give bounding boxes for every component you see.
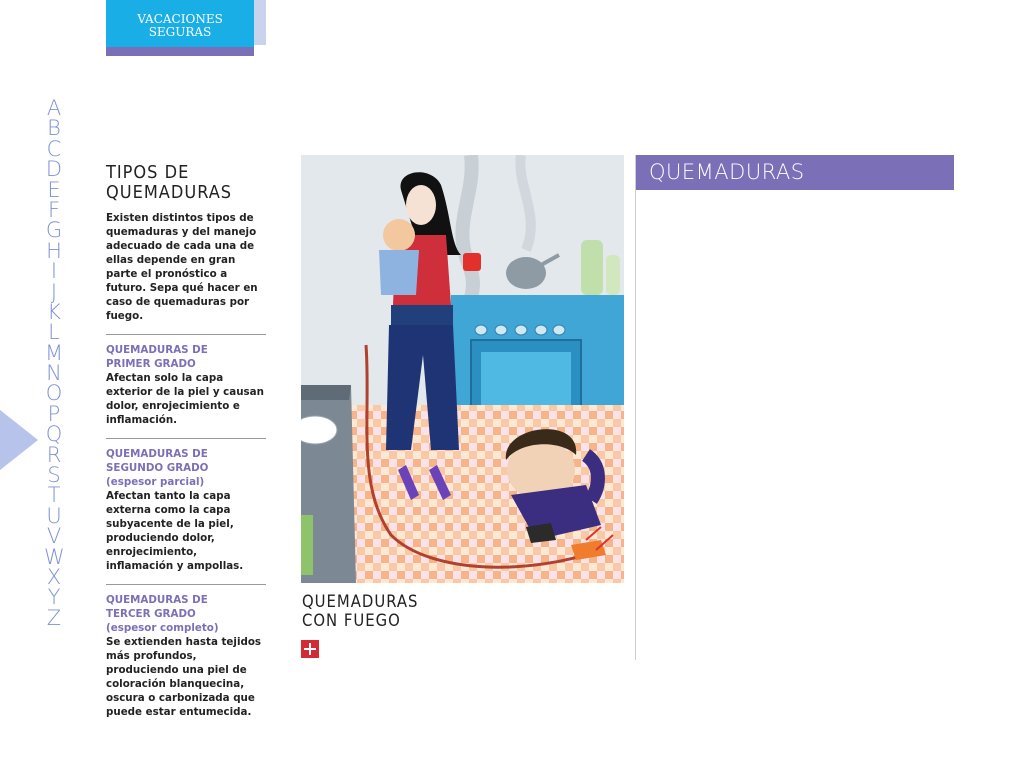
- tab-label-line1: VACACIONES: [137, 12, 223, 26]
- alphabet-letter-e[interactable]: E: [47, 177, 61, 202]
- section-second-degree: [106, 447, 266, 573]
- illustration-caption: [302, 592, 418, 630]
- alphabet-letter-h[interactable]: H: [46, 238, 62, 263]
- alphabet-letter-k[interactable]: K: [47, 299, 61, 324]
- alphabet-letter-y[interactable]: Y: [47, 585, 61, 610]
- alphabet-letter-j[interactable]: J: [50, 279, 58, 304]
- kitchen-scene-image: [301, 155, 624, 583]
- panel-title: QUEMADURAS: [636, 155, 954, 190]
- tab-shadow: [253, 0, 266, 45]
- alphabet-letter-n[interactable]: N: [46, 361, 62, 386]
- section-title-line: QUEMADURAS DE: [106, 594, 208, 606]
- kitchen-illustration: [301, 155, 624, 583]
- alphabet-index: [44, 98, 64, 628]
- current-letter-pointer-icon: [0, 410, 38, 470]
- tab-underline: [106, 47, 254, 56]
- expand-plus-button[interactable]: [301, 640, 319, 658]
- section-subtitle: (espesor parcial): [106, 476, 205, 488]
- section-subtitle: (espesor completo): [106, 622, 219, 634]
- section-title-line: PRIMER GRADO: [106, 358, 196, 370]
- title-line1: TIPOS DE: [106, 162, 190, 183]
- alphabet-letter-p[interactable]: P: [47, 401, 61, 426]
- section-title: [106, 593, 266, 635]
- section-first-degree: [106, 343, 266, 427]
- alphabet-letter-s[interactable]: S: [47, 463, 61, 488]
- alphabet-letter-m[interactable]: M: [44, 340, 64, 365]
- alphabet-letter-b[interactable]: B: [47, 116, 61, 141]
- caption-line1: QUEMADURAS: [302, 592, 419, 611]
- alphabet-letter-i[interactable]: I: [50, 259, 58, 284]
- divider: [106, 438, 266, 439]
- section-title: [106, 447, 266, 489]
- alphabet-letter-o[interactable]: O: [45, 381, 63, 406]
- alphabet-letter-d[interactable]: D: [45, 157, 63, 182]
- alphabet-letter-u[interactable]: U: [46, 503, 62, 528]
- column-divider: [635, 155, 636, 660]
- section-third-degree: [106, 593, 266, 719]
- tab-label-line2: SEGURAS: [148, 25, 212, 39]
- alphabet-letter-w[interactable]: W: [44, 544, 65, 569]
- section-body: Se extienden hasta tejidos más profundos, produciendo una piel de coloración blanquecina, oscura o carbonizada que puede estar entumecida.: [106, 636, 262, 718]
- alphabet-letter-r[interactable]: R: [46, 442, 62, 467]
- section-title-line: SEGUNDO GRADO: [106, 462, 209, 474]
- section-body: Afectan solo la capa exterior de la piel y causan dolor, enrojecimiento e inflamación.: [106, 372, 264, 426]
- alphabet-letter-v[interactable]: V: [46, 524, 62, 549]
- alphabet-letter-z[interactable]: Z: [46, 605, 62, 630]
- alphabet-letter-q[interactable]: Q: [45, 422, 63, 447]
- alphabet-letter-a[interactable]: A: [46, 96, 62, 120]
- alphabet-letter-x[interactable]: X: [46, 564, 62, 589]
- divider: [106, 584, 266, 585]
- divider: [106, 334, 266, 335]
- alphabet-letter-c[interactable]: C: [46, 136, 62, 161]
- alphabet-letter-t[interactable]: T: [47, 483, 61, 508]
- section-title: [106, 343, 266, 371]
- section-title-line: TERCER GRADO: [106, 608, 196, 620]
- alphabet-letter-g[interactable]: G: [45, 218, 63, 243]
- section-title-line: QUEMADURAS DE: [106, 448, 208, 460]
- intro-text: Existen distintos tipos de quemaduras y del manejo adecuado de cada una de ellas depende en gran parte el pronóstico a futuro. Sepa qué hacer en caso de quemaduras por fuego.: [106, 212, 258, 322]
- section-tab-vacaciones-seguras[interactable]: [106, 0, 254, 47]
- caption-line2: CON FUEGO: [302, 611, 401, 630]
- section-body: Afectan tanto la capa externa como la capa subyacente de la piel, produciendo dolor, enrojecimiento, inflamación y ampollas.: [106, 490, 244, 572]
- title-line2: QUEMADURAS: [106, 182, 233, 203]
- burn-types-column: [106, 163, 266, 719]
- page-title: [106, 163, 266, 203]
- section-title-line: QUEMADURAS DE: [106, 344, 208, 356]
- alphabet-letter-f[interactable]: F: [47, 197, 61, 222]
- alphabet-letter-l[interactable]: L: [48, 320, 60, 345]
